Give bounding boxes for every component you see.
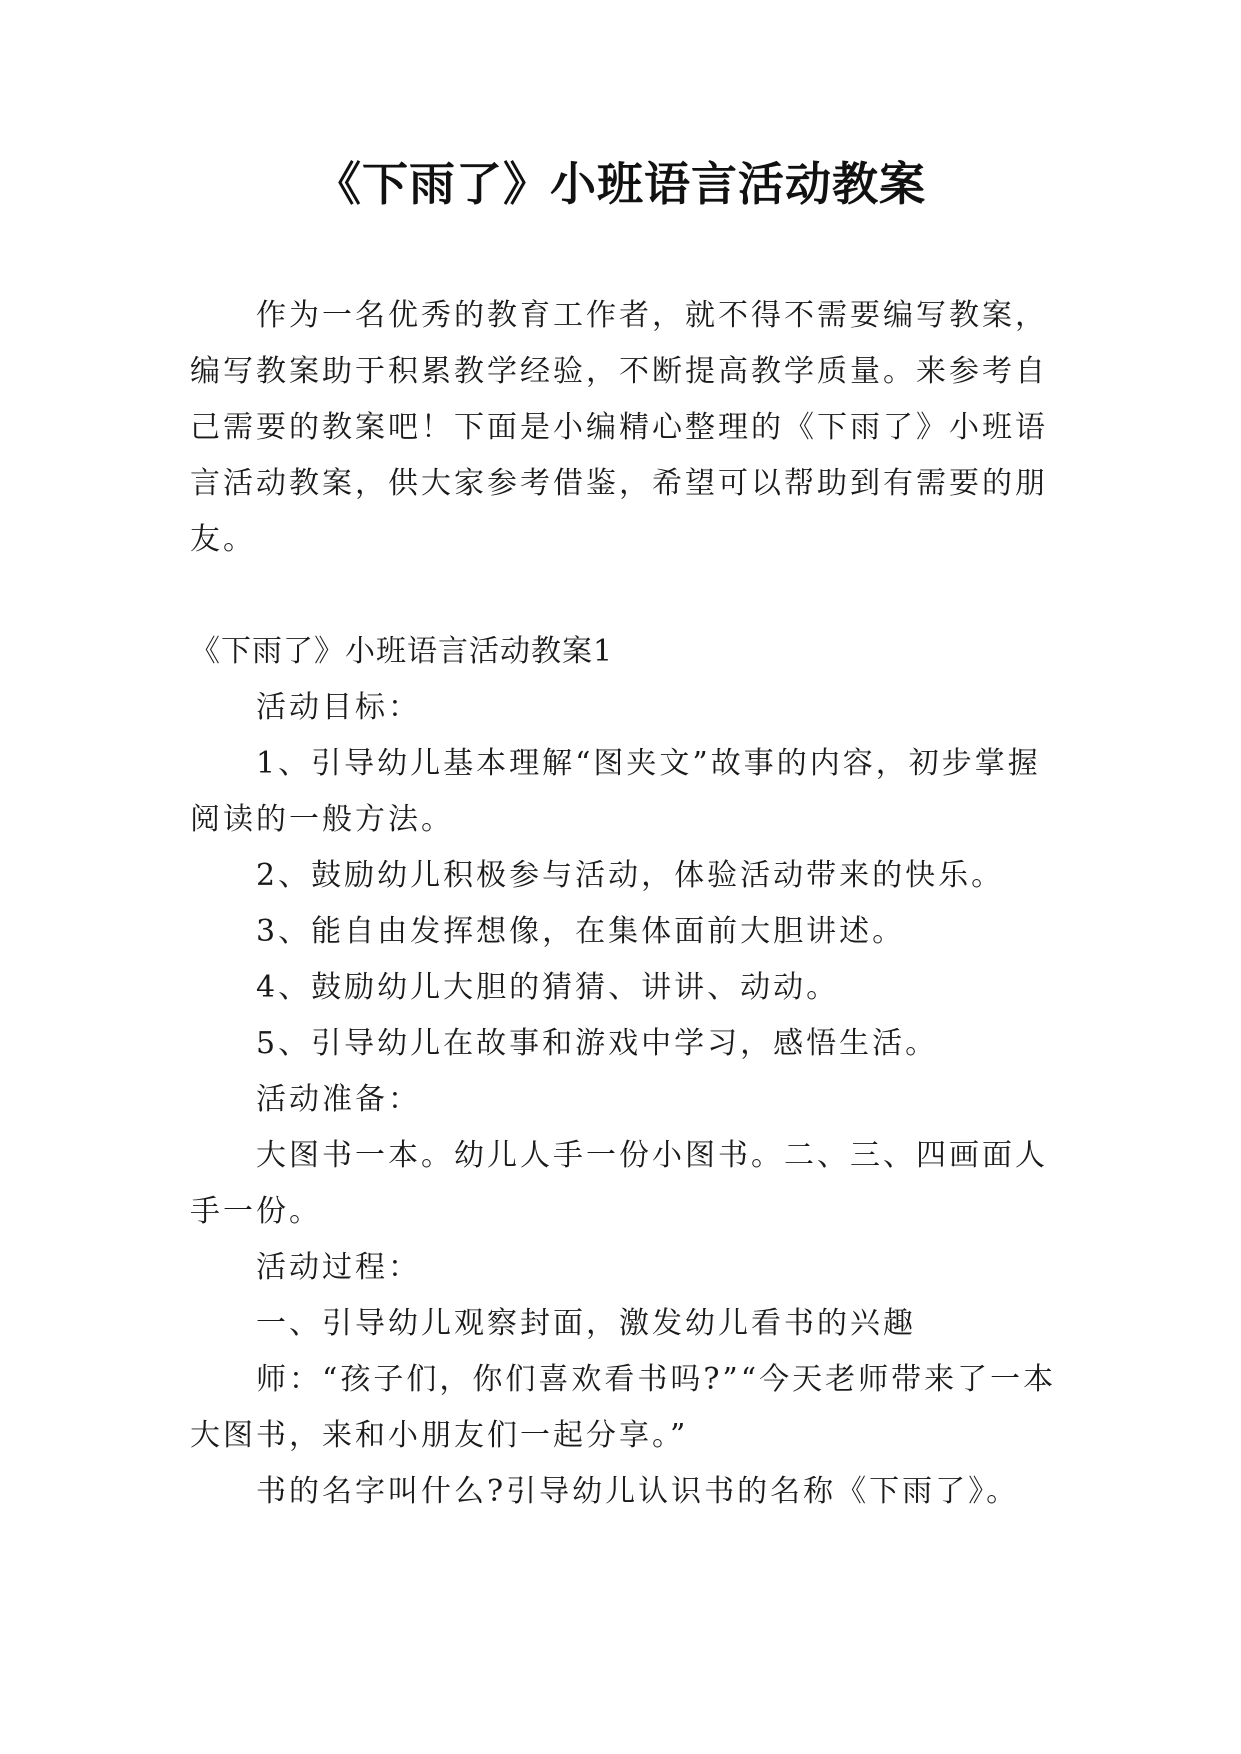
paragraph-goal-5: 5、引导幼儿在故事和游戏中学习，感悟生活。 <box>256 1026 939 1061</box>
paragraph-book-name: 书的名字叫什么?引导幼儿认识书的名称《下雨了》。 <box>256 1474 1020 1509</box>
paragraph-goal-2: 2、鼓励幼儿积极参与活动，体验活动带来的快乐。 <box>256 858 1005 893</box>
paragraph-teacher-dialogue: 师：“孩子们，你们喜欢看书吗?”“今天老师带来了一本大图书，来和小朋友们一起分享。” <box>190 1362 1057 1453</box>
document-body <box>190 288 1060 1520</box>
intro-paragraph: 作为一名优秀的教育工作者，就不得不需要编写教案，编写教案助于积累教学经验，不断提高教学质量。来参考自己需要的教案吧！下面是小编精心整理的《下雨了》小班语言活动教案，供大家参考借鉴，希望可以帮助到有需要的朋友。 <box>190 298 1048 557</box>
document-title: 《下雨了》小班语言活动教案 <box>315 157 926 211</box>
paragraph-goal-3: 3、能自由发挥想像，在集体面前大胆讲述。 <box>256 914 906 949</box>
section-title: 《下雨了》小班语言活动教案1 <box>190 634 614 669</box>
paragraph-process-heading: 活动过程： <box>256 1250 421 1285</box>
paragraph-prep-content: 大图书一本。幼儿人手一份小图书。二、三、四画面人手一份。 <box>190 1138 1048 1229</box>
paragraph-process-step-1: 一、引导幼儿观察封面，激发幼儿看书的兴趣 <box>256 1306 916 1341</box>
paragraph-goal-4: 4、鼓励幼儿大胆的猜猜、讲讲、动动。 <box>256 970 840 1005</box>
paragraph-prep-heading: 活动准备： <box>256 1082 421 1117</box>
paragraph-goal-1: 1、引导幼儿基本理解“图夹文”故事的内容，初步掌握阅读的一般方法。 <box>190 746 1041 837</box>
paragraph-goals-heading: 活动目标： <box>256 690 421 725</box>
